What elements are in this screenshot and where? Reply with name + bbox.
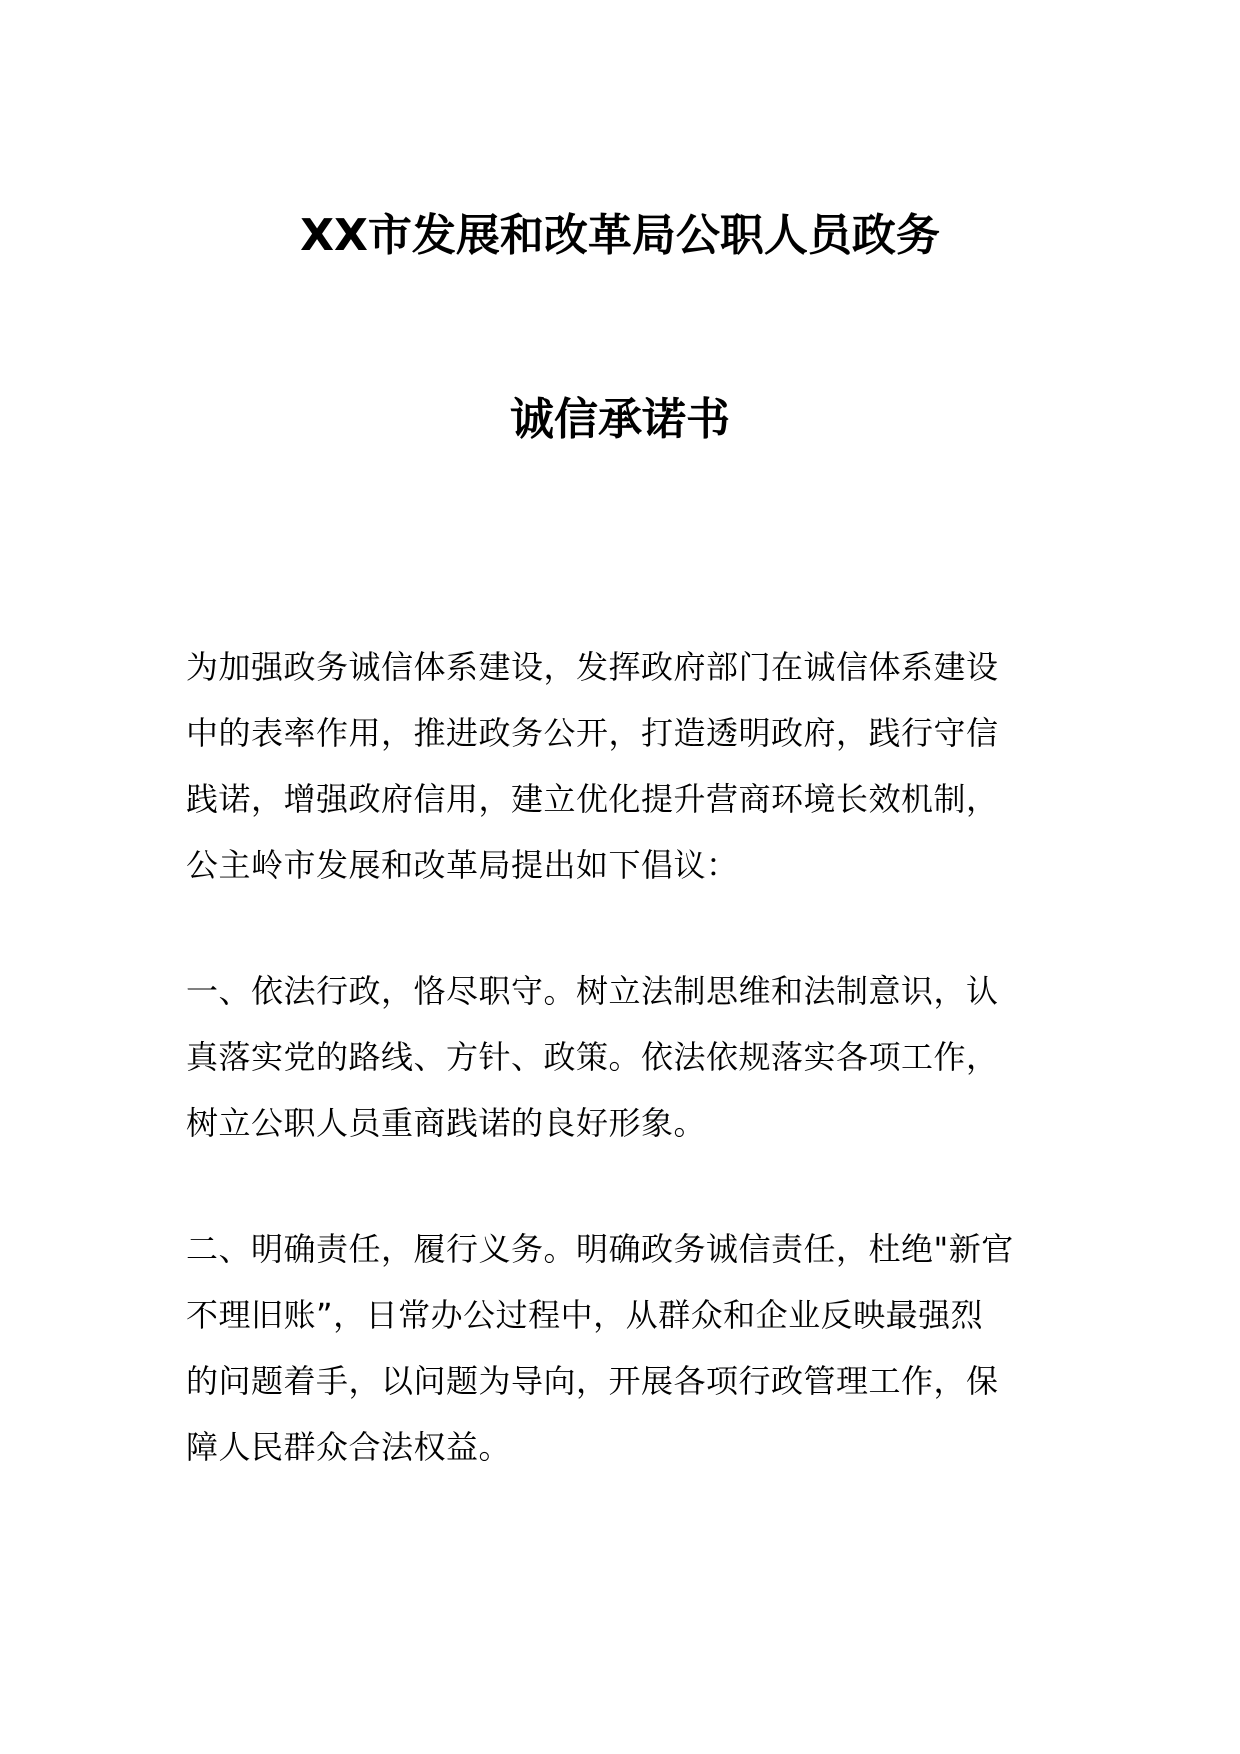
paragraph-item-2 xyxy=(186,1216,1054,1480)
paragraph-line: 不理旧账”，日常办公过程中，从群众和企业反映最强烈 xyxy=(186,1296,984,1334)
paragraph-line: 一、依法行政，恪尽职守。树立法制思维和法制意识，认 xyxy=(186,972,999,1010)
paragraph-line: 的问题着手，以问题为导向，开展各项行政管理工作，保 xyxy=(186,1362,999,1400)
document-title-line-2: 诚信承诺书 xyxy=(510,394,730,445)
paragraph-intro xyxy=(186,634,1054,898)
paragraph-line: 践诺，增强政府信用，建立优化提升营商环境长效机制， xyxy=(186,780,999,818)
paragraph-line: 公主岭市发展和改革局提出如下倡议： xyxy=(186,846,739,884)
paragraph-line: 障人民群众合法权益。 xyxy=(186,1428,512,1466)
paragraph-line: 树立公职人员重商践诺的良好形象。 xyxy=(186,1104,707,1142)
document-title-line-1: XX市发展和改革局公职人员政务 xyxy=(300,210,940,261)
paragraph-line: 中的表率作用，推进政务公开，打造透明政府，践行守信 xyxy=(186,714,999,752)
paragraph-line: 为加强政务诚信体系建设，发挥政府部门在诚信体系建设 xyxy=(186,648,999,686)
paragraph-line: 真落实党的路线、方针、政策。依法依规落实各项工作， xyxy=(186,1038,999,1076)
paragraph-item-1 xyxy=(186,958,1054,1156)
paragraph-line: 二、明确责任，履行义务。明确政务诚信责任，杜绝"新官 xyxy=(186,1230,1014,1268)
